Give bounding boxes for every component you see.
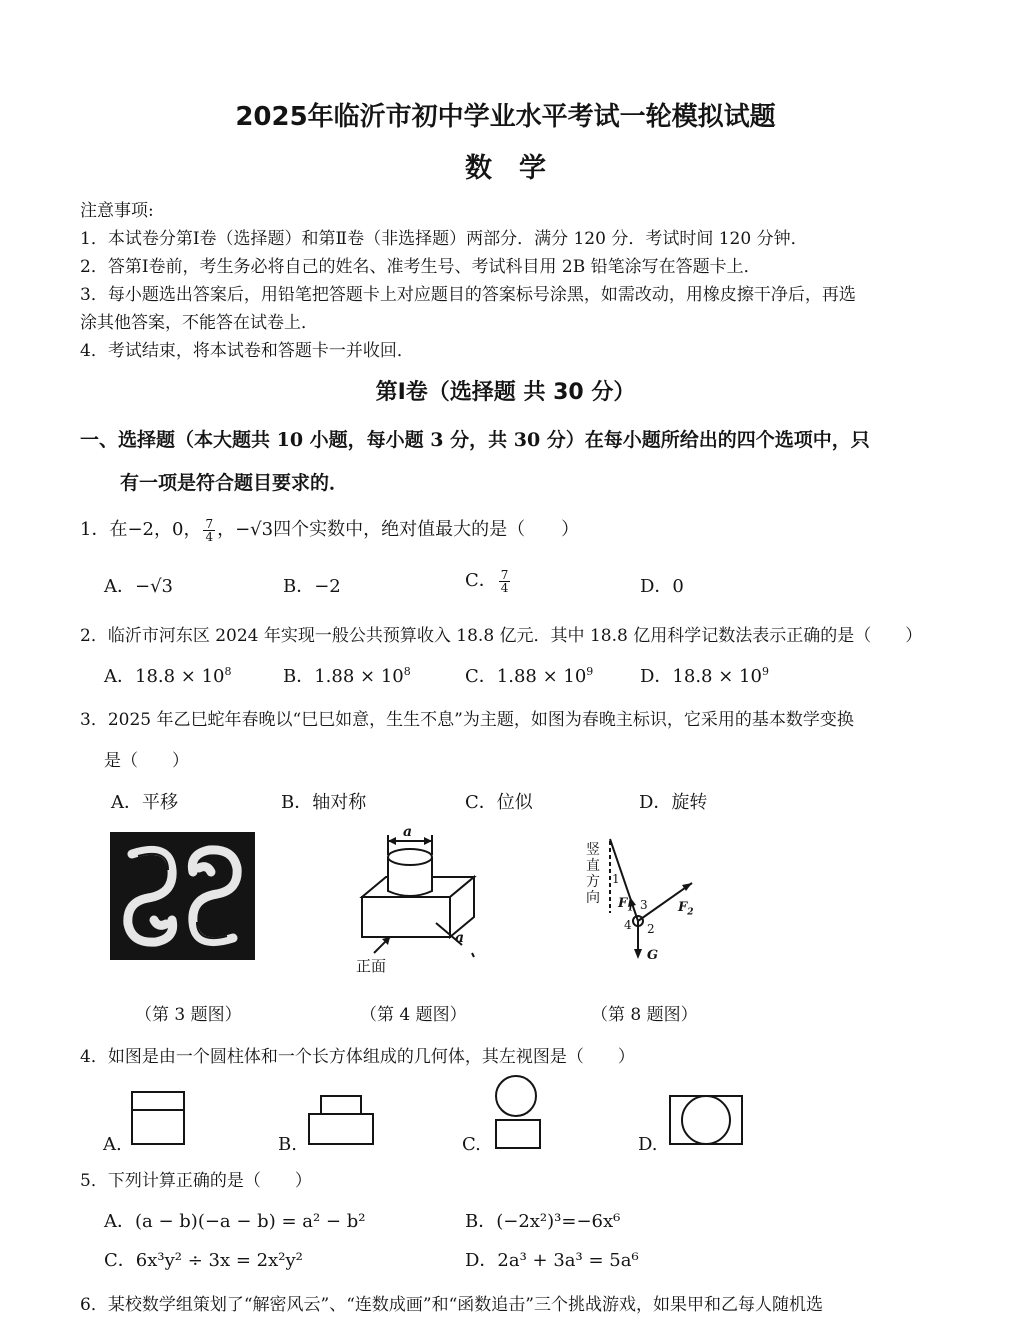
q1-stem-prefix: 1．在−2，0， bbox=[80, 519, 202, 540]
fig8-caption: （第 8 题图） bbox=[591, 1005, 698, 1025]
notice-item: 4．考试结束，将本试卷和答题卡一并收回． bbox=[80, 341, 414, 361]
notice-item: 3．每小题选出答案后，用铅笔把答题卡上对应题目的答案标号涂黑，如需改动，用橡皮擦干净后，再选 bbox=[80, 285, 856, 305]
q4-option-b: B. bbox=[278, 1134, 297, 1155]
fig8-vertical-char: 方 bbox=[586, 874, 600, 890]
q4-option-c: C. bbox=[462, 1134, 481, 1155]
question-6-stem: 6．某校数学组策划了“解密风云”、“连数成画”和“函数追击”三个挑战游戏，如果甲和乙每人随机选 bbox=[80, 1295, 823, 1315]
q4-option-a-figure bbox=[130, 1090, 186, 1146]
fig8-angle-2: 2 bbox=[647, 922, 655, 936]
question-3-stem: 是（ ） bbox=[104, 751, 189, 771]
q5-option-c: C．6x³y² ÷ 3x = 2x²y² bbox=[104, 1250, 303, 1271]
cylinder-cuboid-figure bbox=[350, 825, 480, 975]
q1-stem-suffix: ，−√3四个实数中，绝对值最大的是（ ） bbox=[217, 519, 580, 540]
fig8-vertical-char: 向 bbox=[586, 890, 600, 906]
q1-option-c-label: C． bbox=[465, 570, 497, 591]
fig8-vertical-label bbox=[586, 842, 602, 906]
fig8-angle-1: 1 bbox=[612, 872, 620, 886]
q1-option-c bbox=[465, 566, 512, 594]
fig8-force-f1: $F_1$ bbox=[618, 896, 634, 914]
q2-option-a: A．$18.8 \times 10^8$ bbox=[104, 665, 232, 687]
question-2-stem: 2．临沂市河东区 2024 年实现一般公共预算收入 18.8 亿元．其中 18.8 亿用科学记数法表示正确的是（ ） bbox=[80, 626, 923, 646]
q2-option-c: C．$1.88 \times 10^9$ bbox=[465, 665, 594, 687]
q4-option-b-figure bbox=[307, 1094, 375, 1148]
question-4-stem: 4．如图是由一个圆柱体和一个长方体组成的几何体，其左视图是（ ） bbox=[80, 1047, 635, 1067]
fig8-angle-4: 4 bbox=[624, 918, 632, 932]
q1-option-b: B．−2 bbox=[283, 576, 341, 597]
fig8-vertical-char: 直 bbox=[586, 858, 600, 874]
q1-option-c-den: 4 bbox=[500, 580, 509, 595]
q5-option-a: A．(a − b)(−a − b) = a² − b² bbox=[104, 1211, 366, 1232]
q5-option-b: B．(−2x²)³=−6x⁶ bbox=[465, 1211, 621, 1232]
q2-option-b: B．$1.88 \times 10^8$ bbox=[283, 665, 411, 687]
q1-fraction bbox=[203, 518, 215, 543]
exam-title: 2025年临沂市初中学业水平考试一轮模拟试题 bbox=[235, 102, 776, 132]
subject-title: 数 学 bbox=[465, 153, 546, 184]
q1-frac-den: 4 bbox=[205, 529, 214, 544]
q3-option-d: D．旋转 bbox=[639, 792, 708, 813]
q4-option-d-figure bbox=[668, 1094, 744, 1146]
fig8-force-f2: $F_2$ bbox=[678, 900, 694, 918]
notice-item: 涂其他答案，不能答在试卷上． bbox=[80, 313, 318, 333]
q2-option-d: D．$18.8 \times 10^9$ bbox=[640, 665, 769, 687]
snake-logo-figure bbox=[110, 832, 255, 960]
q3-option-c: C．位似 bbox=[465, 792, 533, 813]
fig8-angle-3: 3 bbox=[640, 898, 648, 912]
fig4-caption: （第 4 题图） bbox=[360, 1005, 467, 1025]
fig4-label-a-side: a bbox=[455, 930, 465, 946]
q1-frac-num: 7 bbox=[205, 516, 214, 531]
question-5-stem: 5．下列计算正确的是（ ） bbox=[80, 1171, 312, 1191]
fig4-front-label: 正面 bbox=[356, 957, 387, 975]
question-1-stem bbox=[80, 515, 579, 543]
fig4-label-a-top: a bbox=[403, 824, 413, 840]
q3-option-b: B．轴对称 bbox=[281, 792, 367, 813]
fig8-force-g: G bbox=[647, 948, 659, 963]
q5-option-d: D．2a³ + 3a³ = 5a⁶ bbox=[465, 1250, 639, 1271]
section-instruction: 有一项是符合题目要求的． bbox=[120, 472, 349, 494]
section-instruction: 一、选择题（本大题共 10 小题，每小题 3 分，共 30 分）在每小题所给出的四个选项中，只 bbox=[80, 429, 870, 451]
notice-item: 1．本试卷分第Ⅰ卷（选择题）和第Ⅱ卷（非选择题）两部分．满分 120 分．考试时间 120 分钟． bbox=[80, 229, 808, 249]
q4-option-a: A. bbox=[103, 1134, 122, 1155]
notice-item: 2．答第Ⅰ卷前，考生务必将自己的姓名、准考生号、考试科目用 2B 铅笔涂写在答题卡上． bbox=[80, 257, 761, 277]
q1-option-a: A．−√3 bbox=[104, 576, 174, 597]
fig3-caption: （第 3 题图） bbox=[135, 1005, 242, 1025]
notice-heading: 注意事项: bbox=[80, 201, 154, 221]
q4-option-d: D. bbox=[638, 1134, 658, 1155]
q3-option-a: A．平移 bbox=[111, 792, 178, 813]
q1-option-d: D．0 bbox=[640, 576, 684, 597]
section-title: 第Ⅰ卷（选择题 共 30 分） bbox=[375, 380, 636, 405]
question-3-stem: 3．2025 年乙巳蛇年春晚以“巳巳如意，生生不息”为主题，如图为春晚主标识，它采用的基本数学变换 bbox=[80, 710, 854, 730]
fig8-vertical-char: 竖 bbox=[586, 842, 600, 858]
q4-option-c-figure bbox=[490, 1074, 546, 1152]
q1-option-c-num: 7 bbox=[500, 567, 509, 582]
